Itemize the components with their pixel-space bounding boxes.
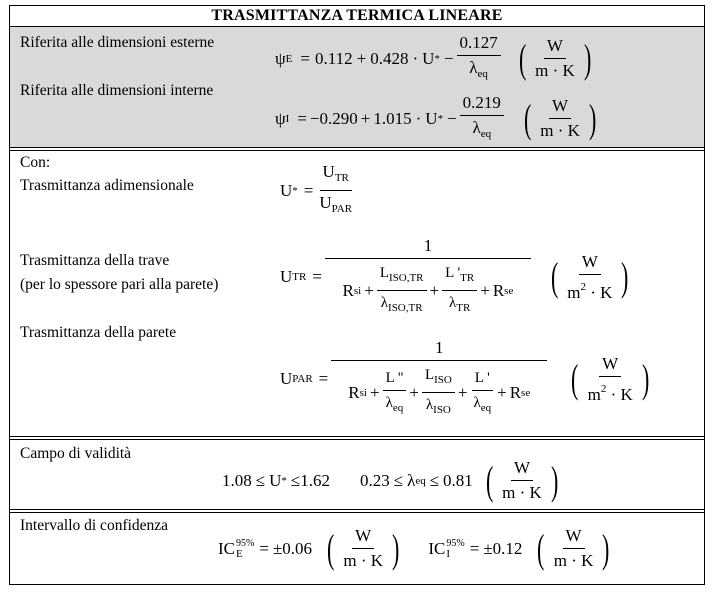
label-adimensional: Trasmittanza adimensionale: [20, 177, 194, 194]
unit-w-per-mk: ( $\frac{W}{m \cdot K}$ ): [518, 35, 592, 81]
formula-psi-external: ψ E = 0.112 + 0.428 · U * − $\frac{0.127}{\lambda_{eq}}$ ( $\frac{W}{m \cdot K}$ ): [275, 33, 594, 84]
divider: [9, 436, 705, 440]
label-with: Con:: [20, 154, 51, 171]
unit-w-per-mk: ( $\frac{W}{m \cdot K}$ ): [327, 525, 400, 571]
unit-w-per-mk: ( $\frac{W}{m \cdot K}$ ): [523, 95, 597, 141]
unit-w-per-m2k: ( $\frac{W}{m^2 \cdot K}$ ): [571, 353, 650, 404]
label-beam: Trasmittanza della trave: [20, 252, 170, 269]
label-internal: Riferita alle dimensioni interne: [20, 82, 214, 99]
label-external: Riferita alle dimensioni esterne: [20, 34, 215, 51]
fraction: $\frac{U_{TR}}{U_{PAR}}$: [319, 162, 353, 215]
divider: [9, 147, 705, 151]
divider: [9, 509, 705, 513]
table-title: TRASMITTANZA TERMICA LINEARE: [211, 7, 503, 24]
fraction: $\frac{0.127}{\lambda_{eq}}$: [457, 33, 501, 84]
divider: [9, 26, 705, 27]
fraction: $\frac{0.219}{\lambda_{eq}}$: [460, 93, 504, 144]
unit-w-per-mk: ( $\frac{W}{m \cdot K}$ ): [485, 457, 559, 503]
label-validity: Campo di validità: [20, 445, 132, 462]
label-beam-note: (per lo spessore pari alla parete): [20, 276, 219, 293]
fraction: 1 R si + $\frac{L ''}{\lambda_{eq}}$ + $\frac{L_{ISO}}{\lambda_{ISO}}$ + $\frac{L '}{\lambda_{eq}}$ + R se: [331, 338, 547, 420]
formula-confidence-interval: IC 95% E = ± 0.06 ( $\frac{W}{m \cdot K}$ ) IC 95% I = ± 0.12 ( $\frac{W}{m \cdot K}$ ): [218, 526, 613, 571]
formula-validity-range: 1.08 ≤ U * ≤ 1.62 0.23 ≤ λ eq ≤ 0.81 ( $\frac{W}{m \cdot K}$ ): [222, 458, 561, 503]
label-confidence: Intervallo di confidenza: [20, 517, 169, 534]
unit-w-per-mk: ( $\frac{W}{m \cdot K}$ ): [537, 525, 610, 571]
formula-psi-internal: ψ I = −0.290 + 1.015 · U * − $\frac{0.219}{\lambda_{eq}}$ ( $\frac{W}{m \cdot K}$ ): [275, 93, 599, 144]
fraction: 1 R si + $\frac{L_{ISO,TR}}{\lambda_{ISO,TR}}$ + $\frac{L '_{TR}}{\lambda_{TR}}$ + R se: [325, 236, 531, 318]
formula-u-par: U PAR = 1 R si + $\frac{L ''}{\lambda_{eq}}$ + $\frac{L_{ISO}}{\lambda_{ISO}}$ + $\frac{L '}{\lambda_{eq}}$ + R se ( $\frac{W}{m^2 \cdot K}$ ): [280, 338, 652, 420]
label-wall: Trasmittanza della parete: [20, 324, 177, 341]
unit-w-per-m2k: ( $\frac{W}{m^2 \cdot K}$ ): [550, 251, 629, 302]
formula-u-star: U * = $\frac{U_{TR}}{U_{PAR}}$: [280, 162, 358, 219]
formula-u-tr: U TR = 1 R si + $\frac{L_{ISO,TR}}{\lambda_{ISO,TR}}$ + $\frac{L '_{TR}}{\lambda_{TR}}$ + R se ( $\frac{W}{m^2 \cdot K}$ ): [280, 236, 632, 318]
